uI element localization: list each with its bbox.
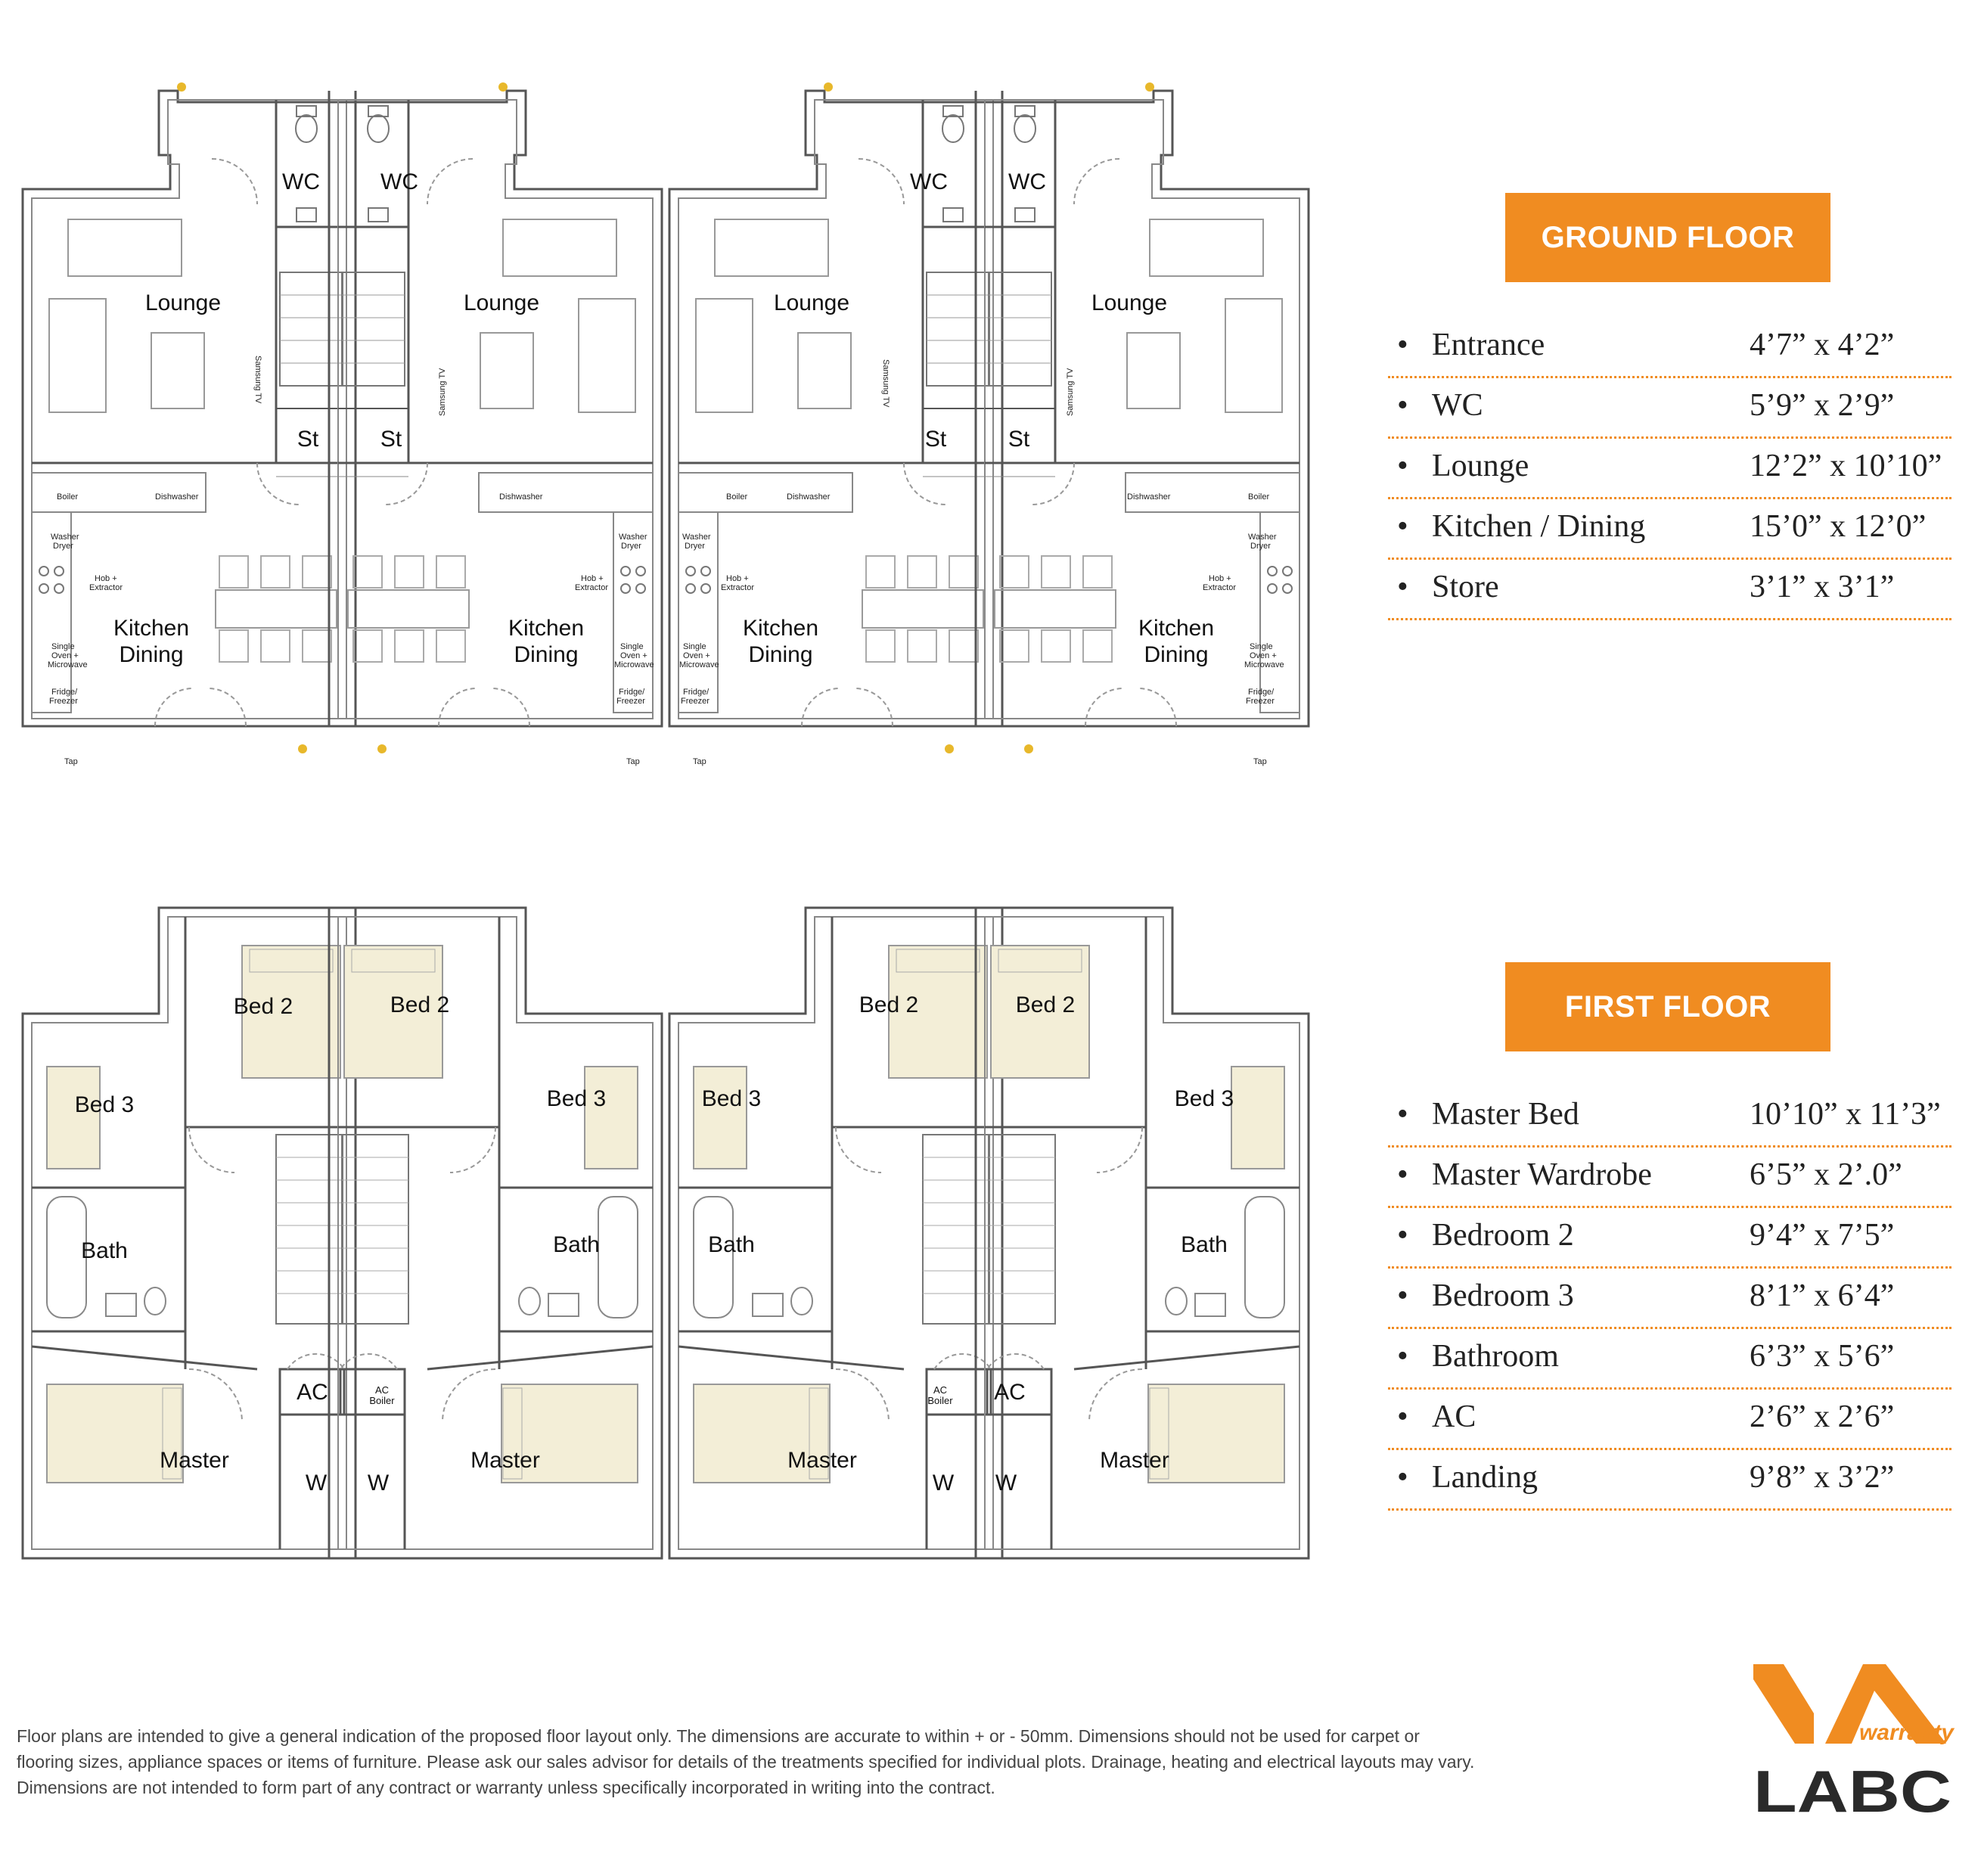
appliance-labels — [48, 492, 1284, 706]
room-size: 4’7” x 4’2” — [1750, 328, 1895, 362]
room-name: Bathroom — [1432, 1339, 1559, 1374]
master-label: Master — [160, 1448, 229, 1473]
ac-label: AC — [297, 1380, 328, 1405]
dimension-row — [1388, 378, 1952, 439]
room-size: 6’3” x 5’6” — [1750, 1339, 1895, 1374]
first-floor-heading: FIRST FLOOR — [1505, 962, 1830, 1051]
kitchen-label: Kitchen — [742, 616, 819, 641]
bed2-label: Bed 2 — [859, 992, 919, 1017]
room-name: Landing — [1432, 1460, 1538, 1495]
bullet: • — [1397, 449, 1408, 483]
tap-label: Tap — [64, 757, 78, 766]
bullet: • — [1397, 388, 1408, 423]
wc-label: WC — [910, 169, 948, 194]
room-name: Bedroom 2 — [1432, 1218, 1574, 1253]
hob-label: Hob + — [581, 574, 604, 583]
room-size: 2’6” x 2’6” — [1750, 1399, 1895, 1434]
master-label: Master — [787, 1448, 857, 1473]
washer-label: Washer — [619, 533, 647, 542]
wardrobe-label: W — [932, 1471, 955, 1496]
tv-label: Samsung TV — [438, 368, 447, 416]
master-label: Master — [1100, 1448, 1169, 1473]
wc-label: WC — [1008, 169, 1046, 194]
dimension-row — [1388, 1329, 1952, 1390]
lounge-label: Lounge — [463, 290, 540, 315]
room-name: Master Bed — [1432, 1097, 1579, 1132]
bath-label: Bath — [81, 1238, 128, 1263]
dining-label: Dining — [514, 642, 579, 667]
wc-label: WC — [380, 169, 418, 194]
oven-label: Single — [1250, 642, 1273, 651]
kitchen-label: Kitchen — [508, 616, 585, 641]
dimension-row — [1388, 1148, 1952, 1208]
oven-label: Single — [620, 642, 644, 651]
fridge-label: Fridge/ — [683, 688, 709, 697]
store-label: St — [1008, 427, 1030, 452]
boiler-label: Boiler — [57, 492, 79, 502]
bullet: • — [1397, 1399, 1408, 1434]
dimension-row — [1388, 560, 1952, 620]
bullet: • — [1397, 509, 1408, 544]
bath-label: Bath — [708, 1232, 755, 1257]
dimension-row — [1388, 1208, 1952, 1269]
ac-label: AC — [994, 1380, 1026, 1405]
extractor-label: Extractor — [575, 583, 609, 592]
store-label: St — [297, 427, 319, 452]
tap-labels — [64, 757, 1267, 766]
oven-label: Single — [683, 642, 706, 651]
oven-label-2: Oven + — [620, 651, 647, 660]
logo-roof-left — [1753, 1664, 1814, 1744]
lounge-label: Lounge — [1091, 290, 1168, 315]
fridge-label: Fridge/ — [1248, 688, 1275, 697]
freezer-label: Freezer — [616, 697, 645, 706]
washer-label: Washer — [1248, 533, 1277, 542]
ground-floor-dimensions — [1388, 318, 1952, 620]
bullet: • — [1397, 1097, 1408, 1132]
freezer-label: Freezer — [1246, 697, 1275, 706]
first-floor-dimensions — [1388, 1087, 1952, 1511]
ac-boiler-label: Boiler — [369, 1395, 395, 1406]
room-name: Lounge — [1432, 449, 1529, 483]
kitchen-label: Kitchen — [113, 616, 190, 641]
boiler-label: Boiler — [1248, 492, 1270, 502]
hob-label: Hob + — [95, 574, 117, 583]
boiler-label: Boiler — [726, 492, 748, 502]
hob-label: Hob + — [726, 574, 749, 583]
tv-label: Samsung TV — [253, 356, 262, 404]
bed2-label: Bed 2 — [390, 992, 450, 1017]
dining-label: Dining — [1144, 642, 1209, 667]
hob-label: Hob + — [1209, 574, 1231, 583]
bullet: • — [1397, 1218, 1408, 1253]
logo-labc-text: LABC — [1753, 1758, 1952, 1823]
oven-label: Single — [51, 642, 75, 651]
disclaimer-line: flooring sizes, appliance spaces or items of furniture. Please ask our sales advisor for details of the treatments specified for individual plots. Drainage, heating and electrical layouts may vary. — [17, 1752, 1475, 1772]
store-label: St — [380, 427, 402, 452]
lounge-label: Lounge — [773, 290, 850, 315]
ac-boiler-label: Boiler — [927, 1395, 953, 1406]
dryer-label: Dryer — [53, 542, 73, 551]
room-size: 9’4” x 7’5” — [1750, 1218, 1895, 1253]
labc-warranty-logo — [1753, 1649, 1958, 1823]
extractor-label: Extractor — [721, 583, 755, 592]
dimension-row — [1388, 439, 1952, 499]
dishwasher-label: Dishwasher — [787, 492, 831, 502]
dimension-row — [1388, 1269, 1952, 1329]
ground-floor-plan — [0, 0, 1331, 787]
dishwasher-label: Dishwasher — [155, 492, 199, 502]
bullet: • — [1397, 570, 1408, 604]
microwave-label: Microwave — [614, 660, 654, 669]
wardrobe-label: W — [367, 1471, 390, 1496]
bullet: • — [1397, 1278, 1408, 1313]
room-name: Kitchen / Dining — [1432, 509, 1646, 544]
tv-label: Samsung TV — [1066, 368, 1075, 416]
bullet: • — [1397, 1460, 1408, 1495]
room-size: 15’0” x 12’0” — [1750, 509, 1927, 544]
bath-label: Bath — [553, 1232, 600, 1257]
microwave-label: Microwave — [1244, 660, 1284, 669]
tap-label: Tap — [1253, 757, 1267, 766]
kitchen-dining-labels — [113, 616, 1214, 667]
oven-label-2: Oven + — [51, 651, 79, 660]
room-size: 3’1” x 3’1” — [1750, 570, 1895, 604]
first-floor-plan — [0, 885, 1331, 1589]
dryer-label: Dryer — [1250, 542, 1271, 551]
oven-label-2: Oven + — [683, 651, 710, 660]
ground-floor-heading: GROUND FLOOR — [1505, 193, 1830, 282]
dishwasher-label: Dishwasher — [499, 492, 543, 502]
oven-label-2: Oven + — [1250, 651, 1277, 660]
fridge-label: Fridge/ — [51, 688, 78, 697]
room-name: Bedroom 3 — [1432, 1278, 1574, 1313]
bullet: • — [1397, 1157, 1408, 1192]
wardrobe-label: W — [995, 1471, 1017, 1496]
master-label: Master — [470, 1448, 540, 1473]
dimension-row — [1388, 1450, 1952, 1511]
dishwasher-label: Dishwasher — [1127, 492, 1171, 502]
room-name: AC — [1432, 1399, 1476, 1434]
extractor-label: Extractor — [1203, 583, 1237, 592]
room-name: WC — [1432, 388, 1483, 423]
room-name: Store — [1432, 570, 1499, 604]
dining-label: Dining — [748, 642, 813, 667]
room-name: Entrance — [1432, 328, 1545, 362]
disclaimer-line: Dimensions are not intended to form part of any contract or warranty unless specifically incorporated in writing into the contract. — [17, 1778, 995, 1797]
bath-label: Bath — [1181, 1232, 1228, 1257]
bed3-label: Bed 3 — [546, 1086, 607, 1111]
ac-label-small: AC — [933, 1384, 948, 1396]
bullet: • — [1397, 1339, 1408, 1374]
dimension-row — [1388, 318, 1952, 378]
room-size: 10’10” x 11’3” — [1750, 1097, 1941, 1132]
room-size: 5’9” x 2’9” — [1750, 388, 1895, 423]
dryer-label: Dryer — [621, 542, 641, 551]
lounge-label: Lounge — [144, 290, 222, 315]
room-size: 6’5” x 2’.0” — [1750, 1157, 1902, 1192]
kitchen-label: Kitchen — [1138, 616, 1215, 641]
dimension-row — [1388, 1390, 1952, 1450]
fridge-label: Fridge/ — [619, 688, 645, 697]
room-name: Master Wardrobe — [1432, 1157, 1652, 1192]
room-size: 8’1” x 6’4” — [1750, 1278, 1895, 1313]
microwave-label: Microwave — [679, 660, 719, 669]
dining-label: Dining — [119, 642, 184, 667]
logo-warranty-text: warranty — [1858, 1720, 1954, 1745]
freezer-label: Freezer — [681, 697, 709, 706]
disclaimer-line: Floor plans are intended to give a general indication of the proposed floor layout only. The dimensions are accurate to within + or - 50mm. Dimensions should not be used for carpet or — [17, 1726, 1420, 1746]
store-label: St — [924, 427, 947, 452]
ac-label-small: AC — [374, 1384, 390, 1396]
bed3-label: Bed 3 — [701, 1086, 762, 1111]
tv-label: Samsung TV — [881, 359, 890, 408]
washer-label: Washer — [682, 533, 711, 542]
tap-label: Tap — [693, 757, 706, 766]
room-size: 12’2” x 10’10” — [1750, 449, 1942, 483]
bed3-label: Bed 3 — [74, 1092, 135, 1117]
dimension-row — [1388, 1087, 1952, 1148]
room-size: 9’8” x 3’2” — [1750, 1460, 1895, 1495]
microwave-label: Microwave — [48, 660, 88, 669]
bed2-label: Bed 2 — [1015, 992, 1076, 1017]
washer-label: Washer — [51, 533, 79, 542]
wardrobe-label: W — [305, 1471, 328, 1496]
disclaimer — [17, 1723, 1696, 1800]
dimension-row — [1388, 499, 1952, 560]
extractor-label: Extractor — [89, 583, 123, 592]
bed3-label: Bed 3 — [1174, 1086, 1234, 1111]
dryer-label: Dryer — [685, 542, 705, 551]
freezer-label: Freezer — [49, 697, 78, 706]
tap-label: Tap — [626, 757, 640, 766]
bed2-label: Bed 2 — [233, 994, 293, 1019]
bullet: • — [1397, 328, 1408, 362]
wc-label: WC — [282, 169, 320, 194]
